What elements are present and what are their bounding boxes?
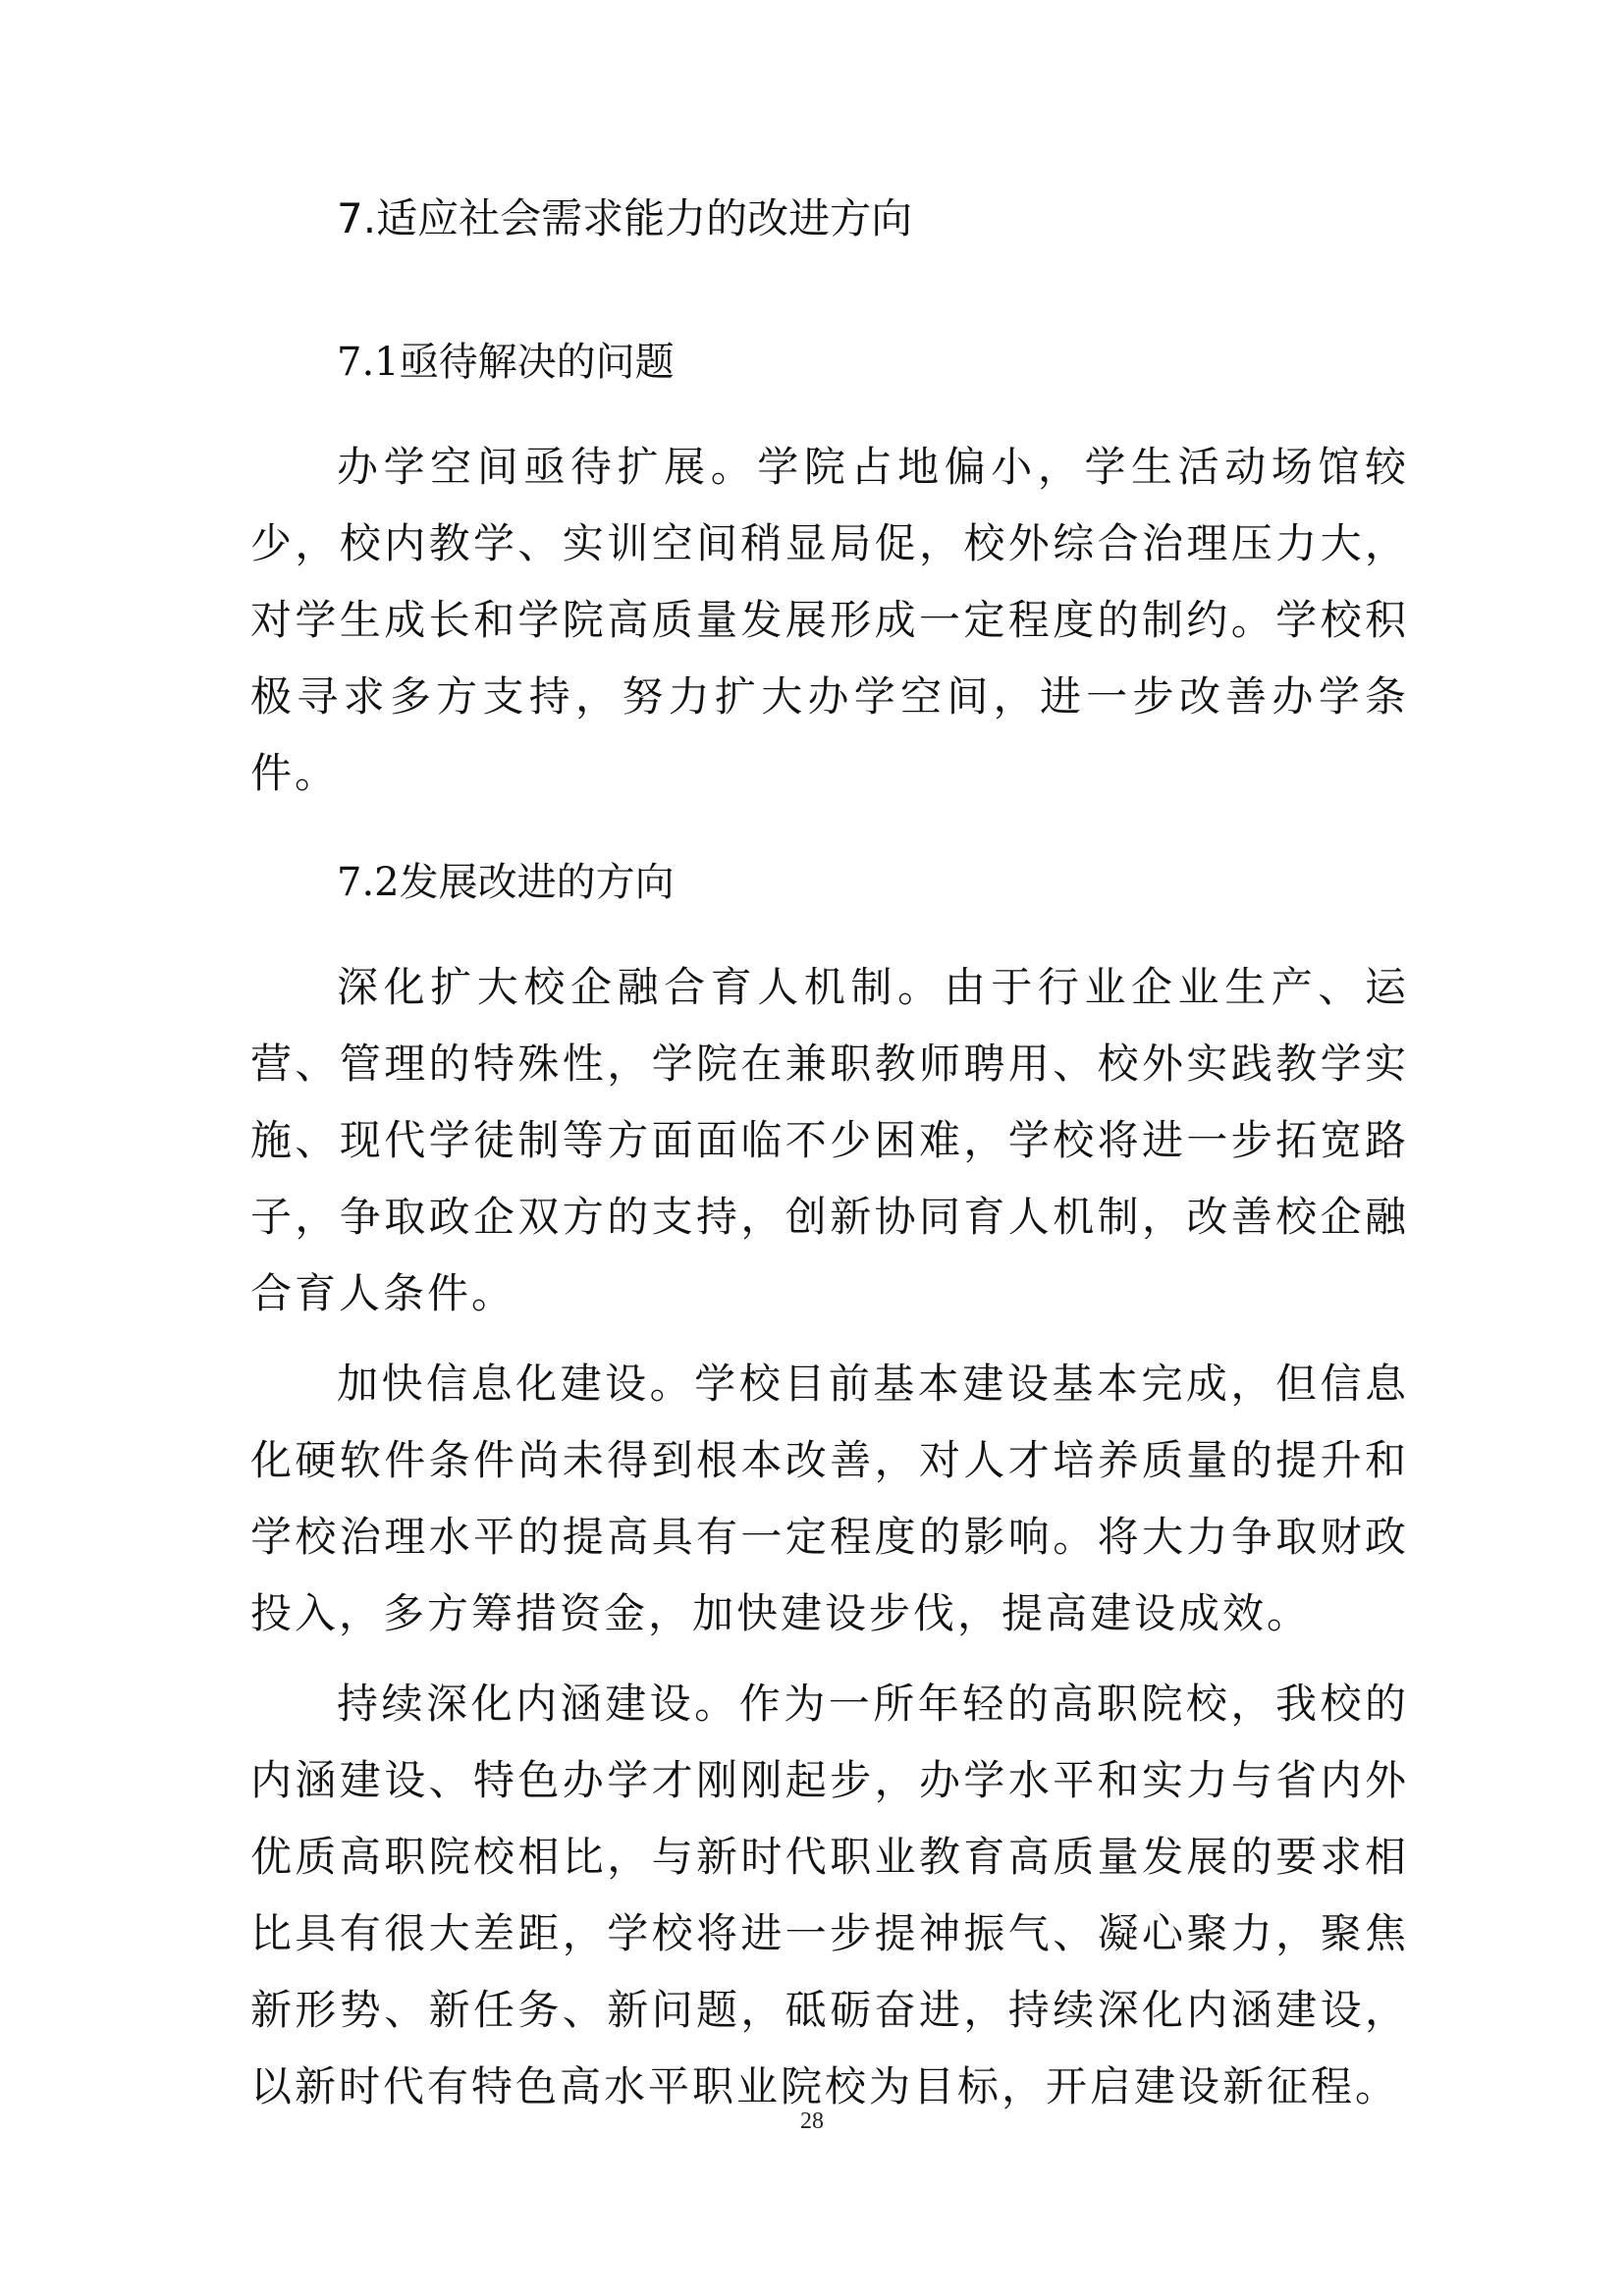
page-content [250, 191, 1409, 2139]
section-heading-7-1: 7.1亟待解决的问题 [337, 340, 675, 385]
paragraph-informatization: 加快信息化建设。学校目前基本建设基本完成，但信息化硬软件条件尚未得到根本改善，对人才培养质量的提升和学校治理水平的提高具有一定程度的影响。将大力争取财政投入，多方筹措资金，加快建设步伐，提高建设成效。 [250, 1360, 1409, 1637]
paragraph-space-expansion: 办学空间亟待扩展。学院占地偏小，学生活动场馆较少，校内教学、实训空间稍显局促，校外综合治理压力大，对学生成长和学院高质量发展形成一定程度的制约。学校积极寻求多方支持，努力扩大办学空间，进一步改善办学条件。 [250, 443, 1409, 797]
paragraph-connotation: 持续深化内涵建设。作为一所年轻的高职院校，我校的内涵建设、特色办学才刚刚起步，办学水平和实力与省内外优质高职院校相比，与新时代职业教育高质量发展的要求相比具有很大差距，学校将进一步提神振气、凝心聚力，聚焦新形势、新任务、新问题，砥砺奋进，持续深化内涵建设，以新时代有特色高水平职业院校为目标，开启建设新征程。 [250, 1680, 1409, 2110]
section-heading-7-2: 7.2发展改进的方向 [337, 860, 675, 905]
chapter-heading: 7.适应社会需求能力的改进方向 [337, 194, 913, 242]
page-number: 28 [800, 2109, 824, 2134]
paragraph-school-enterprise: 深化扩大校企融合育人机制。由于行业企业生产、运营、管理的特殊性，学院在兼职教师聘用、校外实践教学实施、现代学徒制等方面面临不少困难，学校将进一步拓宽路子，争取政企双方的支持，创新协同育人机制，改善校企融合育人条件。 [250, 963, 1409, 1317]
